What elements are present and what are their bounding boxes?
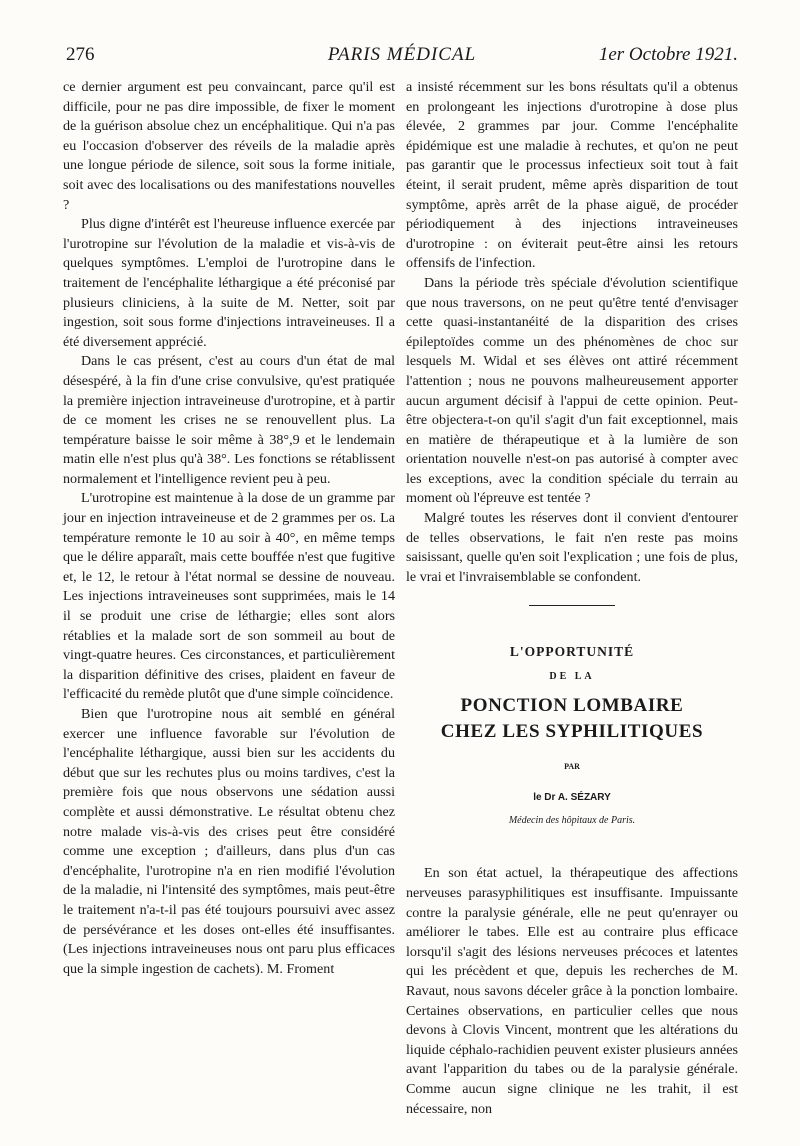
paragraph: ce dernier argument est peu convaincant, parce qu'il est difficile, pour ne pas dire impossible, de fixer le moment de la guérison absolue chez un encéphalitique. Qui n'a pas eu l'occasion d'observer des réveils de la maladie après une longue période de silence, soit sous la forme initiale, soit avec des localisations ou des manifestations nouvelles ? (63, 79, 395, 213)
journal-title: PARIS MÉDICAL (327, 44, 477, 65)
author-affiliation: Médecin des hôpitaux de Paris. (508, 814, 636, 826)
page-header (66, 40, 738, 72)
author-name: le Dr A. SÉZARY (533, 792, 611, 804)
paragraph: Dans le cas présent, c'est au cours d'un état de mal désespéré, à la fin d'une crise convulsive, qu'est pratiquée la première injection intraveineuse d'urotropine, et à partir de ce moment les crises ne se renouvellent plus. La température baisse le soir même à 38°,9 et le lendemain matin elle n'est plus qu'à 38°. Les fonctions se rétablissent normalement et l'intelligence revient peu à peu. (63, 353, 395, 487)
paragraph: Malgré toutes les réserves dont il convient d'entourer de telles observations, le fait n'en reste pas moins saisissant, quelle qu'en soit l'explication ; une fois de plus, le vrai et l'invraisemblable se confondent. (406, 510, 738, 585)
paragraph: Plus digne d'intérêt est l'heureuse influence exercée par l'urotropine sur l'évolution de la maladie et vis-à-vis de quelques symptômes. L'emploi de l'urotropine dans le traitement de l'encéphalite léthargique a été préconisé par plusieurs cliniciens, à la suite de M. Netter, soit par ingestion, soit sous forme d'injections intraveineuses. Il a été diversement apprécié. (63, 216, 395, 350)
right-column (406, 78, 738, 1119)
paragraph: a insisté récemment sur les bons résultats qu'il a obtenus en prolongeant les injections d'urotropine à dose plus élevée, 2 grammes par jour. Comme l'encéphalite épidémique est une maladie à rechutes, et qu'on ne peut pas garantir que le processus infectieux soit tout à fait éteint, il serait prudent, même après disparition de tout symptôme, après arrêt de la phase aiguë, de procéder périodiquement à des injections intraveineuses d'urotropine : on éviterait peut-être ainsi les retours offensifs de l'infection. (406, 79, 738, 272)
article-title-line-2: CHEZ LES SYPHILITIQUES (440, 720, 704, 742)
byline-par: PAR (564, 761, 580, 771)
issue-date: 1er Octobre 1921. (598, 44, 738, 65)
paragraph: En son état actuel, la thérapeutique des affections nerveuses parasyphilitiques est insuffisante. Impuissante contre la paralysie générale, elle ne peut qu'enrayer ou améliorer le tabes. Elle est au contraire plus efficace lorsqu'il s'agit des lésions nerveuses précoces et latentes qui les précèdent et que, depuis les recherches de M. Ravaut, nous savons déceler grâce à la ponction lombaire. Certaines observations, en particulier celles que nous devons à Clovis Vincent, montrent que les altérations du liquide céphalo-rachidien peuvent exister plusieurs années avant l'apparition du tabes ou de la paralysie générale. Comme aucun signe clinique ne les trahit, il est nécessaire, non (406, 865, 738, 1117)
article-kicker: L'OPPORTUNITÉ (509, 644, 635, 660)
page-number: 276 (66, 44, 95, 65)
article-body (406, 864, 738, 1119)
left-column (63, 78, 395, 979)
article-title-line-1: PONCTION LOMBAIRE (460, 694, 684, 716)
paragraph: Dans la période très spéciale d'évolution scientifique que nous traversons, on ne peut qu'être tenté d'envisager cette quasi-instantanéité de la disparition des crises épileptoïdes comme un des phénomènes de choc sur lesquels M. Widal et ses élèves ont attiré récemment l'attention ; nous ne pouvons malheureusement apporter aucun argument décisif à l'appui de cette opinion. Peut-être objectera-t-on qu'il s'agit d'un fait exceptionnel, mais en matière de thérapeutique et à la lumière de son orientation nouvelle n'est-on pas autorisé à compter avec les exceptions, avec la condition spéciale du terrain au moment où l'épreuve est tentée ? (406, 274, 738, 507)
section-divider (529, 605, 615, 606)
article-heading (406, 642, 738, 830)
paragraph: Bien que l'urotropine nous ait semblé en général exercer une influence favorable sur l'évolution de l'encéphalite léthargique, aussi bien sur les accidents du début que sur les rechutes plus ou moins tardives, c'est la première fois que nous observons une sédation aussi complète et aussi démonstrative. Le résultat obtenu chez notre malade vis-à-vis des crises peut être considéré comme une exception ; d'ailleurs, dans plus d'un cas d'encéphalite, l'urotropine n'a en rien modifié l'évolution de la maladie, ni l'intensité des symptômes, mais peut-être le traitement n'a-t-il pas été toujours poursuivi avec assez de persévérance et les doses ont-elles été insuffisantes. (Les injections intraveineuses nous ont paru plus efficaces que la simple ingestion de cachets). M. Froment (63, 706, 395, 977)
article-kicker-connector: DE LA (549, 671, 595, 683)
paragraph: L'urotropine est maintenue à la dose de un gramme par jour en injection intraveineuse et de 2 grammes per os. La température remonte le 10 au soir à 40°, en même temps que le délire apparaît, mais cette bouffée n'est que fugitive et, le 12, le retour à l'état normal se dessine de nouveau. Les injections intraveineuses sont supprimées, mais le 14 il se produit une crise de léthargie; elles sont alors rétablies et la malade sort de son sommeil au bout de vingt-quatre heures. Ces circonstances, et particulièrement la disparition définitive des crises, plaident en faveur de l'efficacité du remède plutôt que d'une simple coïncidence. (63, 490, 395, 703)
